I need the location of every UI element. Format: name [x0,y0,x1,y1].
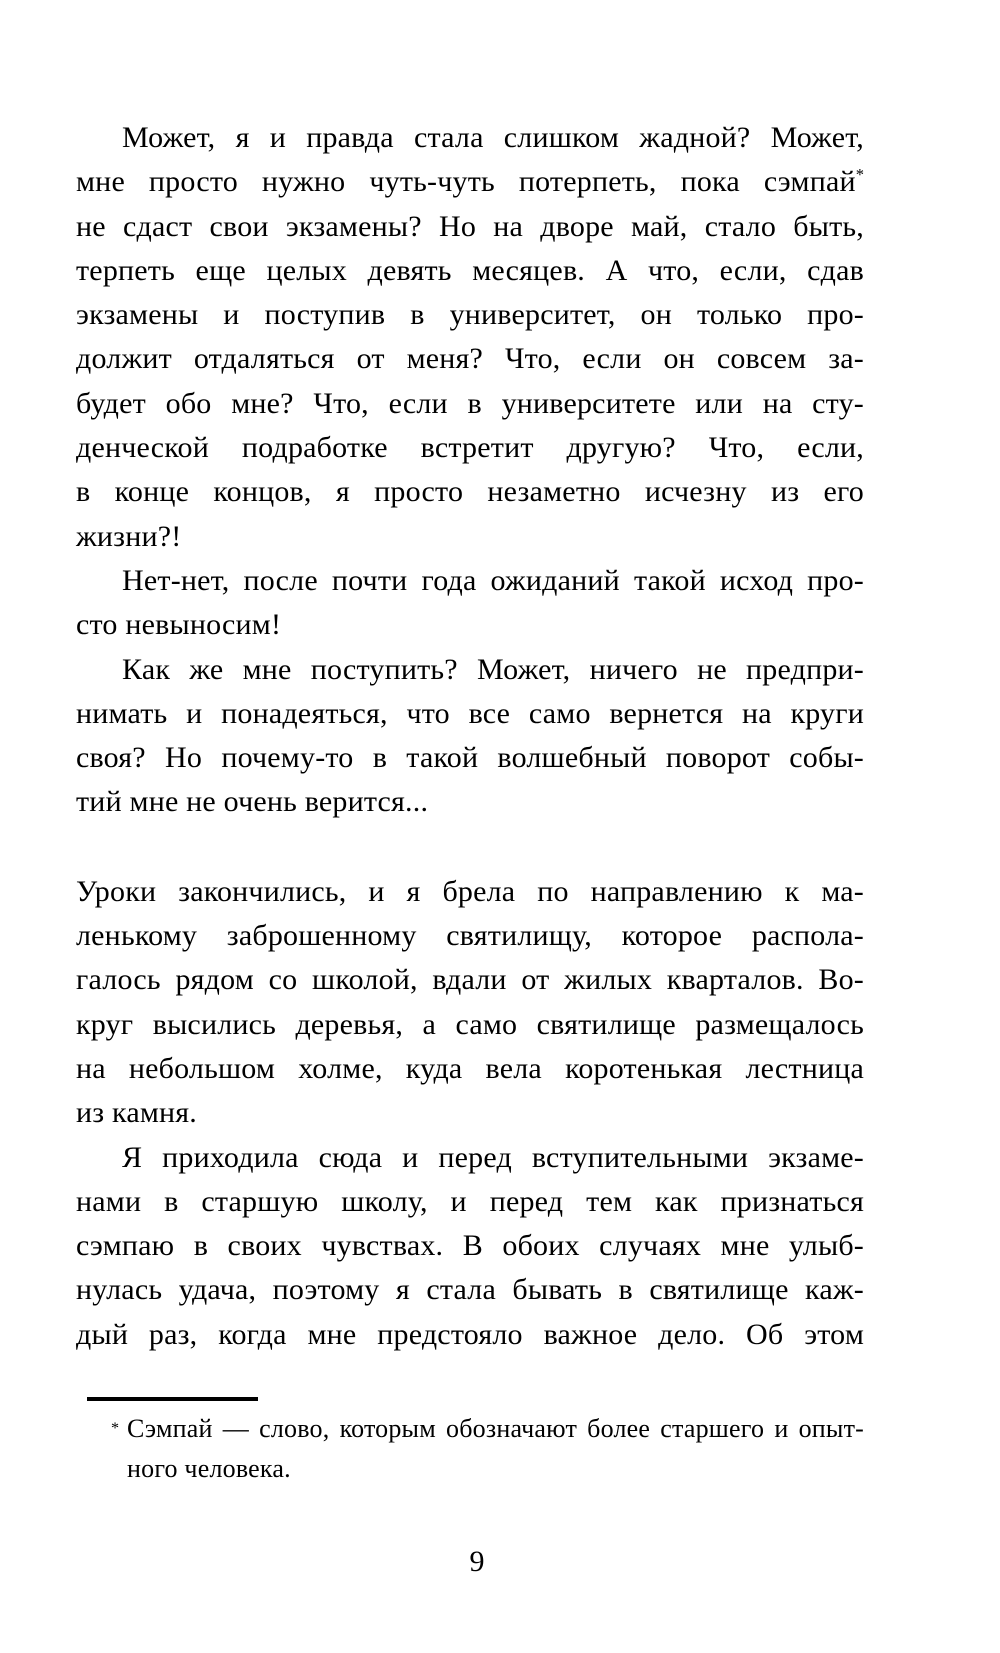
text-line: должит отдаляться от меня? Что, если он совсем за- [76,342,864,376]
page-number [76,1545,864,1579]
text-line: тий мне не очень верится... [76,785,429,819]
footnote-line: ного человека. [127,1454,291,1483]
text-line: терпеть еще целых девять месяцев. А что, если, сдав [76,253,864,287]
paragraph [76,116,864,559]
text-line: мне просто нужно чуть-чуть потерпеть, пока сэмпай* [76,165,864,199]
paragraph [76,648,864,825]
text-line: экзамены и поступив в университет, он только про- [76,298,864,332]
text-line: Я приходила сюда и перед вступительными экзаме- [122,1140,864,1174]
text-line: нулась удача, поэтому я стала бывать в святилище каж- [76,1273,864,1307]
paragraph [76,1136,864,1357]
footnote-line: * Сэмпай — слово, которым обозначают более старшего и опыт- [127,1409,864,1449]
page-number-value: 9 [469,1545,485,1578]
text-line: Может, я и правда стала слишком жадной? Может, [122,121,864,154]
text-line: будет обо мне? Что, если в университете или на сту- [76,386,864,420]
text-line: ленькому заброшенному святилищу, которое распола- [76,919,864,953]
text-line: дый раз, когда мне предстояло важное дело. Об этом [76,1317,864,1351]
text-line: денческой подработке встретит другую? Что, если, [76,431,864,465]
text-line: галось рядом со школой, вдали от жилых кварталов. Во- [76,963,864,997]
text-line: в конце концов, я просто незаметно исчезну из его [76,475,864,509]
text-line: Как же мне поступить? Может, ничего не предпри- [122,652,864,686]
text-line: Нет-нет, после почти года ожиданий такой исход про- [122,563,864,597]
text-line: нимать и понадеяться, что все само вернется на круги [76,696,864,730]
page-body-text [76,116,864,1357]
text-line: жизни?! [76,519,182,553]
text-line: Уроки закончились, и я брела по направлению к ма- [76,874,864,908]
footnote [76,1409,864,1489]
text-line: нами в старшую школу, и перед тем как признаться [76,1184,864,1218]
text-line: сто невыносим! [76,608,282,642]
text-line: сэмпаю в своих чувствах. В обоих случаях мне улыб- [76,1229,864,1263]
text-line: из камня. [76,1096,197,1130]
text-line: круг высились деревья, а само святилище размещалось [76,1007,864,1041]
footnote-marker: * [111,1420,120,1437]
footnote-divider [87,1397,258,1401]
text-line: своя? Но почему-то в такой волшебный поворот собы- [76,741,864,775]
footnote-ref-asterisk: * [855,165,864,185]
text-line: не сдаст свои экзамены? Но на дворе май, стало быть, [76,209,864,243]
paragraph [76,559,864,648]
paragraph [76,870,864,1136]
text-line: на небольшом холме, куда вела коротенькая лестница [76,1051,864,1085]
